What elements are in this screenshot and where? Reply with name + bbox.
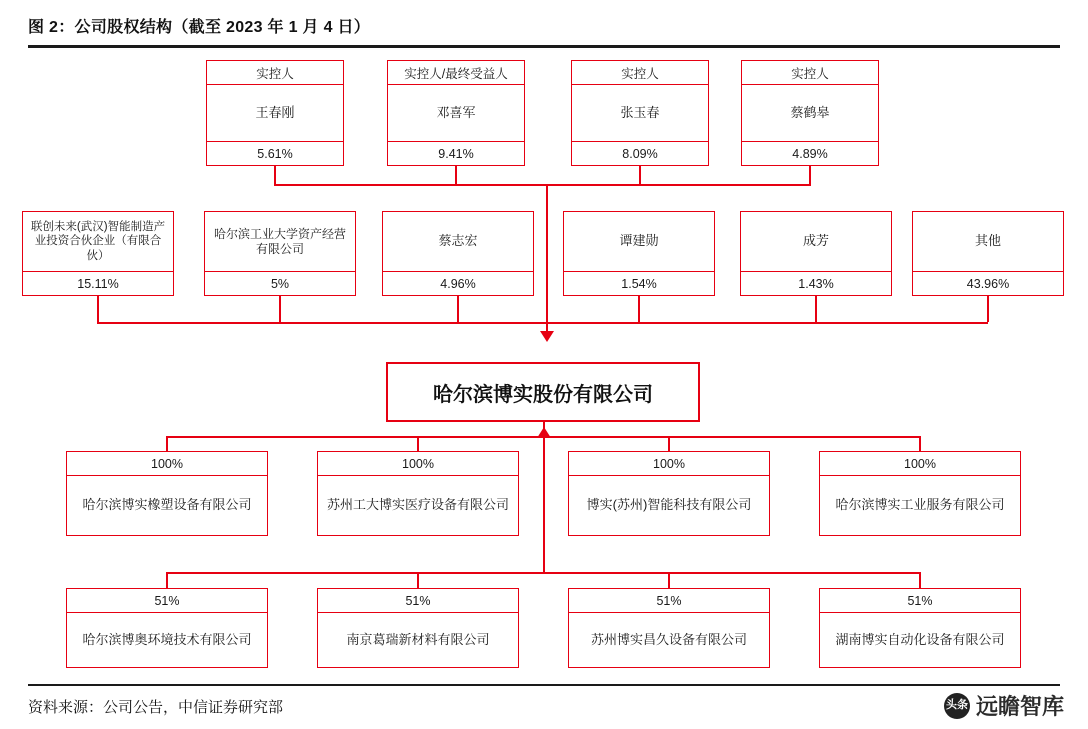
- subsidiary-pct: 100%: [820, 452, 1020, 476]
- connector: [274, 166, 276, 184]
- shareholder-name: 哈尔滨工业大学资产经营有限公司: [213, 226, 346, 256]
- connector: [919, 572, 921, 588]
- connector-trunk: [546, 184, 548, 336]
- subsidiary-name: 苏州工大博实医疗设备有限公司: [326, 497, 509, 513]
- controller-box: [206, 60, 344, 166]
- subsidiary-box: [568, 451, 770, 536]
- connector: [166, 572, 168, 588]
- subsidiary-box: [568, 588, 770, 668]
- subsidiary-box: [819, 588, 1021, 668]
- shareholder-box: [563, 211, 715, 296]
- shareholder-pct: 1.43%: [741, 271, 891, 295]
- title-divider: [28, 45, 1060, 48]
- connector: [639, 166, 641, 184]
- source-note: 资料来源：公司公告，中信证券研究部: [28, 699, 284, 716]
- controller-name: 邓喜军: [436, 104, 476, 120]
- shareholder-name: 蔡志宏: [438, 233, 478, 249]
- controller-role: 实控人: [572, 61, 708, 85]
- subsidiary-name: 南京葛瑞新材料有限公司: [346, 631, 490, 647]
- connector: [457, 296, 459, 322]
- shareholder-pct: 5%: [205, 271, 355, 295]
- shareholder-name: 其他: [974, 233, 1001, 249]
- footer-divider: [28, 684, 1060, 686]
- connector: [809, 166, 811, 184]
- shareholder-name: 联创未来(武汉)智能制造产业投资合伙企业（有限合伙）: [30, 220, 166, 262]
- subsidiary-pct: 100%: [569, 452, 769, 476]
- watermark-logo-icon: 头条: [944, 693, 970, 719]
- controller-role: 实控人: [742, 61, 878, 85]
- subsidiary-pct: 51%: [318, 589, 518, 613]
- shareholder-pct: 43.96%: [913, 271, 1063, 295]
- subsidiary-pct: 100%: [67, 452, 267, 476]
- connector: [166, 436, 168, 451]
- connector: [417, 572, 419, 588]
- controller-box: [387, 60, 525, 166]
- subsidiary-box: [819, 451, 1021, 536]
- subsidiary-pct: 51%: [820, 589, 1020, 613]
- connector: [97, 296, 99, 322]
- connector: [455, 166, 457, 184]
- subsidiary-box: [317, 588, 519, 668]
- controller-pct: 8.09%: [572, 141, 708, 165]
- subsidiary-name: 苏州博实昌久设备有限公司: [590, 631, 747, 647]
- watermark: [944, 690, 1064, 721]
- controller-name: 张玉春: [620, 104, 660, 120]
- watermark-text: 远瞻智库: [975, 694, 1064, 719]
- connector-bus: [97, 322, 988, 324]
- subsidiary-pct: 100%: [318, 452, 518, 476]
- connector: [815, 296, 817, 322]
- shareholder-box: [382, 211, 534, 296]
- shareholder-pct: 15.11%: [23, 271, 173, 295]
- controller-role: 实控人: [207, 61, 343, 85]
- shareholder-name: 谭建勋: [619, 233, 659, 249]
- shareholder-box: [204, 211, 356, 296]
- shareholder-box: [22, 211, 174, 296]
- subsidiary-name: 哈尔滨博实工业服务有限公司: [835, 497, 1005, 513]
- connector: [279, 296, 281, 322]
- controller-box: [741, 60, 879, 166]
- shareholder-pct: 4.96%: [383, 271, 533, 295]
- controller-role: 实控人/最终受益人: [388, 61, 524, 85]
- connector-bus: [166, 572, 920, 574]
- connector: [668, 436, 670, 451]
- shareholder-box: [740, 211, 892, 296]
- figure-title: 图 2：公司股权结构（截至 2023 年 1 月 4 日）: [28, 19, 371, 36]
- subsidiary-name: 湖南博实自动化设备有限公司: [835, 631, 1005, 647]
- controller-name: 王春刚: [255, 104, 295, 120]
- controller-name: 蔡鹤皋: [790, 104, 830, 120]
- subsidiary-pct: 51%: [67, 589, 267, 613]
- central-company-box: 哈尔滨博实股份有限公司: [386, 362, 700, 422]
- subsidiary-name: 哈尔滨博奥环境技术有限公司: [82, 631, 252, 647]
- subsidiary-box: [66, 588, 268, 668]
- subsidiary-name: 哈尔滨博实橡塑设备有限公司: [82, 497, 252, 513]
- subsidiary-name: 博实(苏州)智能科技有限公司: [586, 497, 752, 513]
- subsidiary-pct: 51%: [569, 589, 769, 613]
- controller-box: [571, 60, 709, 166]
- shareholder-pct: 1.54%: [564, 271, 714, 295]
- shareholder-box: [912, 211, 1064, 296]
- subsidiary-box: [317, 451, 519, 536]
- controller-pct: 5.61%: [207, 141, 343, 165]
- connector: [919, 436, 921, 451]
- connector-bus: [274, 184, 811, 186]
- connector: [987, 296, 989, 322]
- shareholder-name: 成芳: [802, 233, 829, 249]
- connector: [668, 572, 670, 588]
- arrow-up-icon: [537, 427, 551, 438]
- connector: [638, 296, 640, 322]
- connector: [417, 436, 419, 451]
- connector-trunk: [543, 437, 545, 572]
- subsidiary-box: [66, 451, 268, 536]
- arrow-down-icon: [540, 331, 554, 342]
- controller-pct: 9.41%: [388, 141, 524, 165]
- controller-pct: 4.89%: [742, 141, 878, 165]
